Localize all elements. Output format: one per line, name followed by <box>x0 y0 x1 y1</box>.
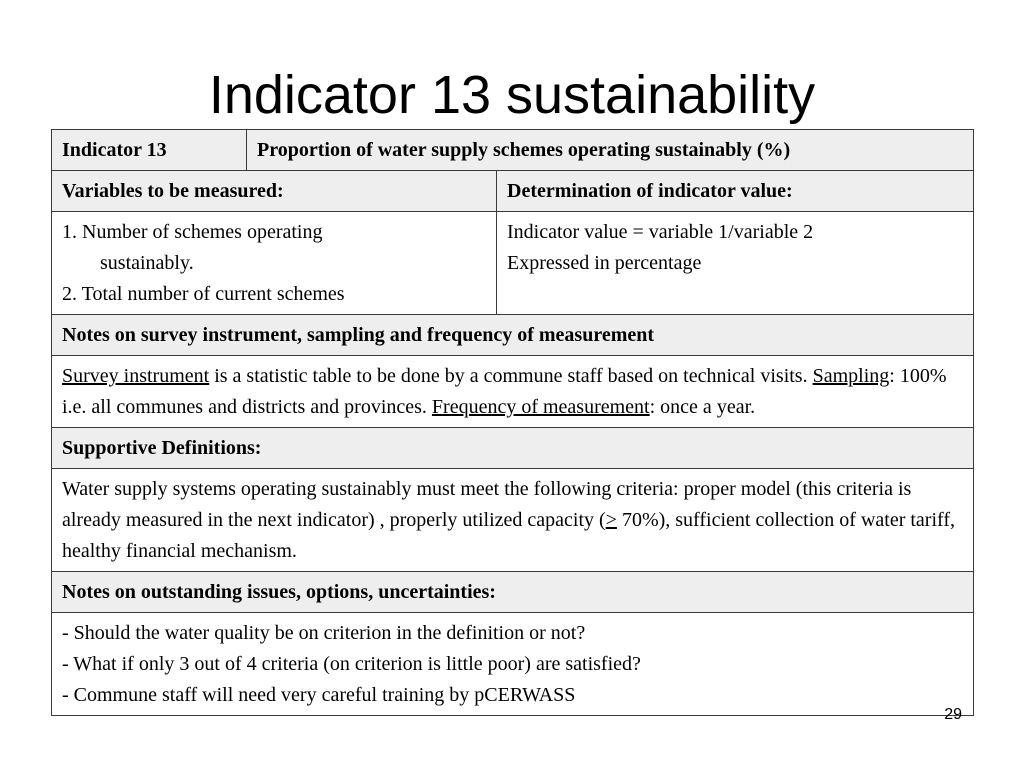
indicator-row <box>52 130 974 171</box>
variable-1-line-1: 1. Number of schemes operating <box>62 221 323 243</box>
determination-cell <box>497 212 974 315</box>
indicator-label: Indicator 13 <box>52 130 247 171</box>
survey-instrument-text: is a statistic table to be done by a commune staff based on technical visits. <box>209 365 813 387</box>
slide-number: 29 <box>944 706 962 723</box>
notes-survey-row <box>52 356 974 428</box>
indicator-table <box>51 129 974 716</box>
indicator-description: Proportion of water supply schemes operating sustainably (%) <box>247 130 974 171</box>
frequency-label: Frequency of measurement <box>431 396 650 418</box>
frequency-text: : once a year. <box>649 396 756 418</box>
sampling-text: : 100% i.e. all communes and districts and provinces. <box>62 365 947 418</box>
greater-equal-symbol: > <box>605 509 617 531</box>
determination-line-1: Indicator value = variable 1/variable 2 <box>507 221 814 243</box>
variable-1-line-2: sustainably. <box>100 252 194 274</box>
issue-item: - Should the water quality be on criterion in the definition or not? <box>62 622 586 644</box>
definitions-text-end: 70%), sufficient collection of water tariff, healthy financial mechanism. <box>62 509 955 562</box>
issues-header: Notes on outstanding issues, options, uncertainties: <box>52 572 974 613</box>
definitions-header: Supportive Definitions: <box>52 428 974 469</box>
sampling-label: Sampling <box>812 365 890 387</box>
definitions-header-row <box>52 428 974 469</box>
issues-header-row <box>52 572 974 613</box>
issue-item: - What if only 3 out of 4 criteria (on criterion is little poor) are satisfied? <box>62 653 641 675</box>
variable-2: 2. Total number of current schemes <box>62 283 345 305</box>
notes-survey-header-row <box>52 315 974 356</box>
definitions-text-start: Water supply systems operating sustainably must meet the following criteria: proper model (this criteria is already measured in the next indicator) , properly utilized capacity ( <box>62 478 912 531</box>
determination-line-2: Expressed in percentage <box>507 252 702 274</box>
variables-row <box>52 212 974 315</box>
slide-title: Indicator 13 sustainability <box>208 65 816 125</box>
determination-header: Determination of indicator value: <box>497 171 974 212</box>
notes-survey-cell <box>52 356 974 428</box>
variables-cell <box>52 212 497 315</box>
issue-item: - Commune staff will need very careful training by pCERWASS <box>62 684 576 706</box>
notes-survey-header: Notes on survey instrument, sampling and frequency of measurement <box>52 315 974 356</box>
survey-instrument-label: Survey instrument <box>62 365 210 387</box>
issues-cell <box>52 613 974 716</box>
definitions-cell <box>52 469 974 572</box>
issues-row <box>52 613 974 716</box>
definitions-row <box>52 469 974 572</box>
variables-header: Variables to be measured: <box>52 171 497 212</box>
variables-header-row <box>52 171 974 212</box>
